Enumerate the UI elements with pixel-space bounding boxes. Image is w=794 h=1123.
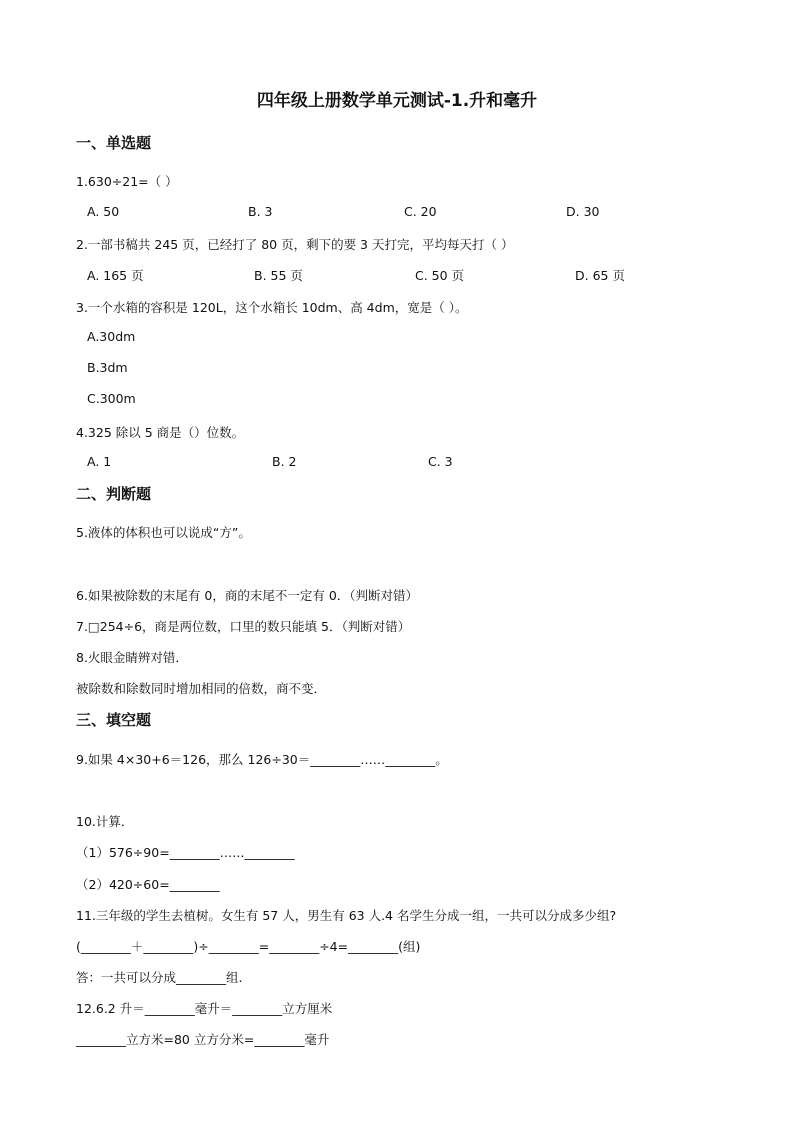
page-title: 四年级上册数学单元测试-1.升和毫升 [256,91,538,111]
question-2-option-b: B. 55 页 [254,268,303,283]
question-3-option-a: A.30dm [87,329,136,344]
question-2-option-a: A. 165 页 [87,268,144,283]
section-heading-fill-blank: 三、填空题 [76,711,152,729]
question-1-option-a: A. 50 [87,204,120,219]
question-11-answer: 答：一共可以分成________组. [76,970,243,985]
question-10-part-1: （1）576÷90=________……________ [76,845,295,860]
question-2-stem: 2.一部书稿共 245 页，已经打了 80 页，剩下的要 3 天打完，平均每天打（ ） [76,237,514,252]
question-1-option-b: B. 3 [248,204,273,219]
section-heading-single-choice: 一、单选题 [76,134,152,152]
question-11-stem: 11.三年级的学生去植树。女生有 57 人，男生有 63 人.4 名学生分成一组，一共可以分成多少组? [76,908,617,923]
question-11-equation: (________＋________)÷________=________÷4=________(组) [76,939,421,954]
question-12-line-2: ________立方米=80 立方分米=________毫升 [76,1032,330,1047]
question-1-option-d: D. 30 [566,204,600,219]
question-4-option-a: A. 1 [87,454,112,469]
section-heading-true-false: 二、判断题 [76,485,152,503]
question-2-option-c: C. 50 页 [415,268,465,283]
question-4-stem: 4.325 除以 5 商是（）位数。 [76,425,245,440]
question-12-line-1: 12.6.2 升＝________毫升＝________立方厘米 [76,1001,333,1016]
question-3-option-c: C.300m [87,391,136,406]
question-3-option-b: B.3dm [87,360,128,375]
question-2-option-d: D. 65 页 [575,268,625,283]
question-6-stem: 6.如果被除数的末尾有 0，商的末尾不一定有 0．（判断对错） [76,588,419,603]
question-10-part-2: （2）420÷60=________ [76,877,220,892]
question-8-stem: 8.火眼金睛辨对错． [76,650,188,665]
question-1-option-c: C. 20 [404,204,437,219]
question-8-statement: 被除数和除数同时增加相同的倍数，商不变． [76,681,327,696]
question-10-stem: 10.计算． [76,814,134,829]
question-7-stem: 7.□254÷6，商是两位数，口里的数只能填 5．（判断对错） [76,619,411,634]
question-4-option-c: C. 3 [428,454,453,469]
question-3-stem: 3.一个水箱的容积是 120L，这个水箱长 10dm、高 4dm，宽是（ ）。 [76,300,468,315]
question-4-option-b: B. 2 [272,454,297,469]
question-5-stem: 5.液体的体积也可以说成“方”。 [76,525,251,540]
question-9-stem: 9.如果 4×30+6＝126，那么 126÷30＝________……________。 [76,752,448,767]
question-1-stem: 1.630÷21=（ ） [76,174,178,189]
